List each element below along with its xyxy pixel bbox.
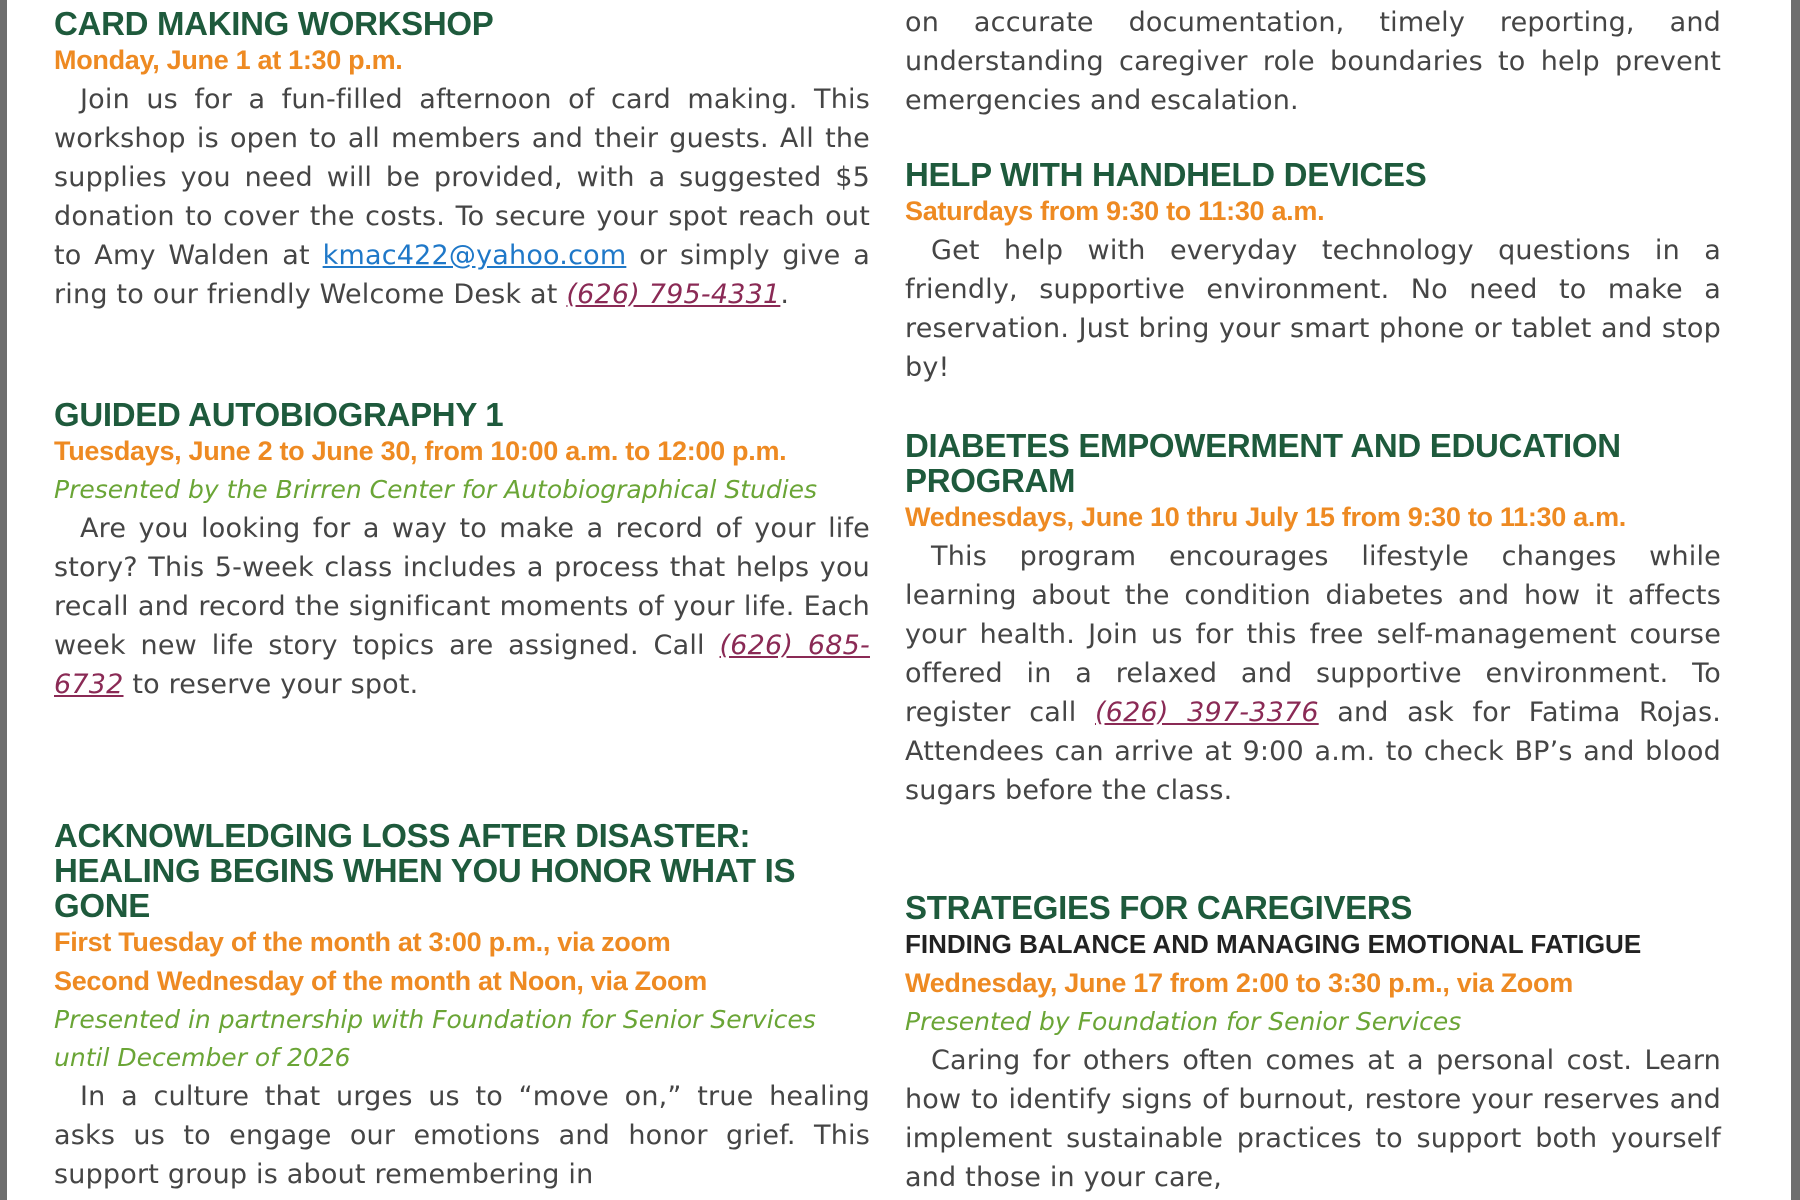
presenter-line: Presented by Foundation for Senior Services	[905, 1007, 1462, 1036]
phone-link[interactable]: (626) 685-6732	[54, 630, 870, 700]
event-date: Second Wednesday of the month at Noon, via Zoom	[54, 966, 707, 996]
presenter-line: Presented in partnership with Foundation for Senior Services until December of 2026	[54, 1005, 816, 1072]
event-date: Wednesday, June 17 from 2:00 to 3:30 p.m., via Zoom	[905, 968, 1573, 998]
section-subtitle: FINDING BALANCE AND MANAGING EMOTIONAL FATIGUE	[905, 929, 1642, 959]
caregivers-section	[905, 890, 1721, 1197]
section-body: Get help with everyday technology questions in a friendly, supportive environment. No need to make a reservation. Just bring your smart phone or tablet and stop by!	[905, 235, 1721, 383]
section-body	[905, 537, 1721, 810]
event-date: Tuesdays, June 2 to June 30, from 10:00 a.m. to 12:00 p.m.	[54, 436, 787, 466]
section-title: ACKNOWLEDGING LOSS AFTER DISASTER: HEALING BEGINS WHEN YOU HONOR WHAT IS GONE	[54, 817, 796, 924]
section-body: Caring for others often comes at a personal cost. Learn how to identify signs of burnout, restore your reserves and implement sustainable practices to support both yourself and those in your care,	[905, 1045, 1721, 1193]
email-link[interactable]: kmac422@yahoo.com	[322, 240, 627, 271]
body-text: This program encourages lifestyle changes while learning about the condition diabetes and how it affects your health. Join us for this free self-management course offered in a relaxed and supportive environment. To register call	[905, 541, 1721, 728]
body-text: .	[780, 279, 790, 310]
section-title: HELP WITH HANDHELD DEVICES	[905, 156, 1427, 193]
body-text: to reserve your spot.	[132, 669, 419, 700]
section-body	[54, 509, 870, 704]
event-date: Monday, June 1 at 1:30 p.m.	[54, 45, 403, 75]
phone-link[interactable]: (626) 397-3376	[1094, 697, 1319, 728]
section-title: STRATEGIES FOR CAREGIVERS	[905, 889, 1413, 926]
loss-section	[54, 818, 870, 1194]
body-text: or simply give a ring to our friendly Welcome Desk at	[54, 240, 870, 310]
body-text: Are you looking for a way to make a record of your life story? This 5-week class includes a process that helps you recall and record the significant moments of your life. Each week new life story topics are assigned. Call	[54, 513, 870, 661]
section-title: GUIDED AUTOBIOGRAPHY 1	[54, 396, 504, 433]
diabetes-section	[905, 428, 1721, 810]
section-body	[54, 80, 870, 314]
card-making-section	[54, 6, 870, 314]
page-border-right	[1791, 0, 1800, 1200]
body-text: and ask for Fatima Rojas. Attendees can arrive at 9:00 a.m. to check BP’s and blood sugars before the class.	[905, 697, 1721, 806]
handheld-devices-section	[905, 157, 1721, 387]
body-text: Join us for a fun-filled afternoon of card making. This workshop is open to all members and their guests. All the supplies you need will be provided, with a suggested $5 donation to cover the costs. To secure your spot reach out to Amy Walden at	[54, 84, 870, 271]
continued-section	[905, 3, 1721, 120]
phone-link[interactable]: (626) 795-4331	[566, 279, 781, 310]
event-date: Wednesdays, June 10 thru July 15 from 9:30 to 11:30 a.m.	[905, 502, 1626, 532]
event-date: First Tuesday of the month at 3:00 p.m., via zoom	[54, 927, 671, 957]
section-body: In a culture that urges us to “move on,” true healing asks us to engage our emotions and honor grief. This support group is about remembering in	[54, 1081, 870, 1190]
autobiography-section	[54, 397, 870, 704]
section-title: DIABETES EMPOWERMENT AND EDUCATION PROGRAM	[905, 427, 1621, 499]
event-date: Saturdays from 9:30 to 11:30 a.m.	[905, 196, 1325, 226]
section-title: CARD MAKING WORKSHOP	[54, 5, 494, 42]
section-body: on accurate documentation, timely reporting, and understanding caregiver role boundaries to help prevent emergencies and escalation.	[905, 7, 1721, 116]
presenter-line: Presented by the Brirren Center for Autobiographical Studies	[54, 475, 818, 504]
page-border-left	[0, 0, 7, 1200]
